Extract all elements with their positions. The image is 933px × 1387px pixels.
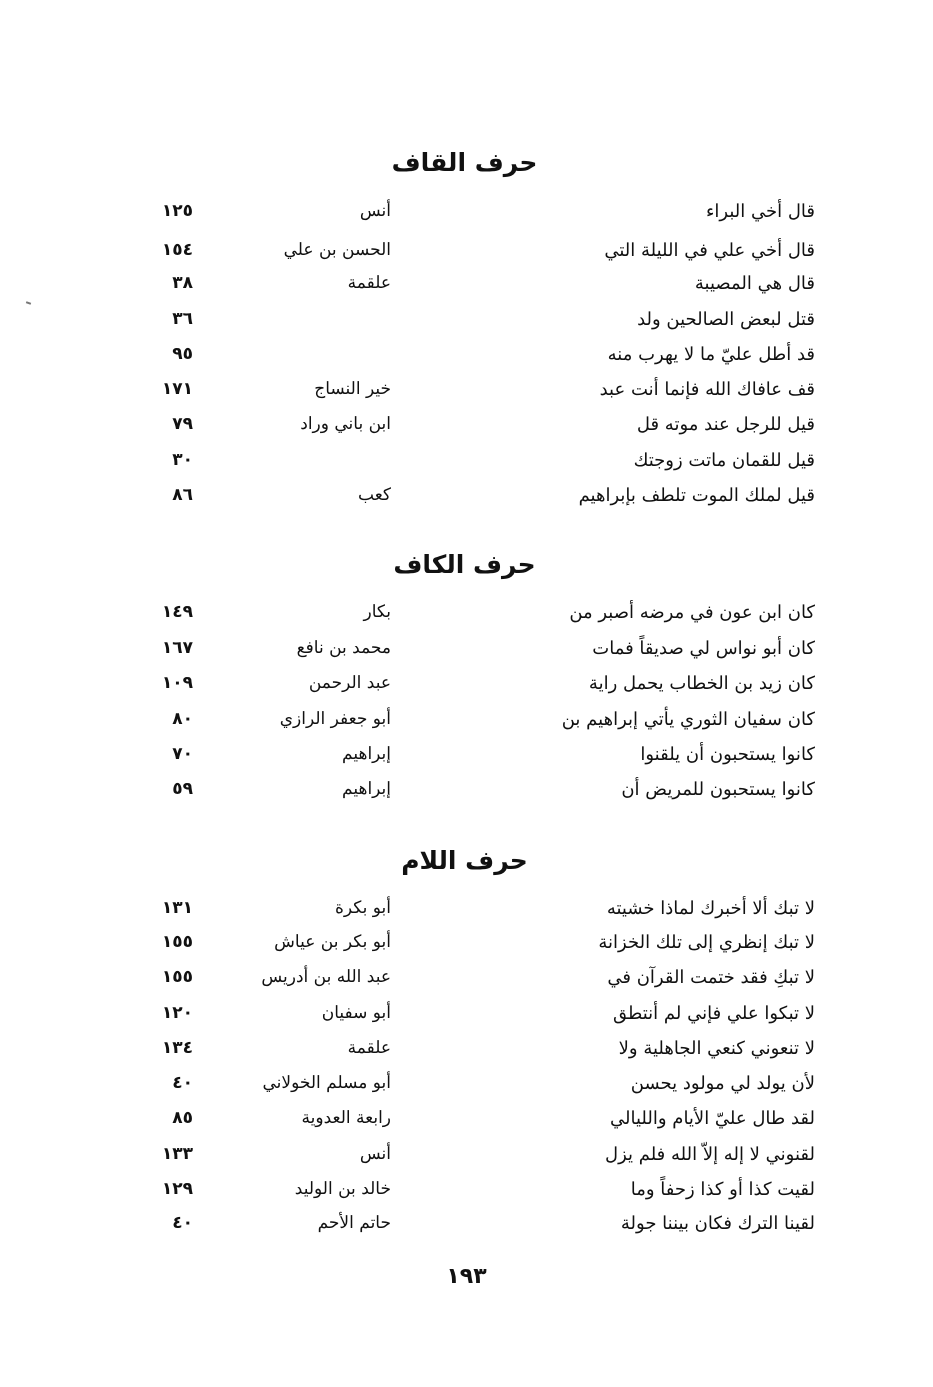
index-row <box>0 1066 933 1101</box>
index-row <box>0 996 933 1031</box>
narrator-name: أبو سفيان <box>321 1003 391 1023</box>
narrator-name: بكار <box>363 602 391 622</box>
index-row <box>0 337 933 372</box>
entry-text: كان زيد بن الخطاب يحمل راية <box>588 673 815 694</box>
entry-text: قال أخي علي في الليلة التي <box>604 240 815 261</box>
narrator-name: إبراهيم <box>342 779 391 799</box>
index-row <box>0 595 933 630</box>
page-number: ١٩٣ <box>446 1264 487 1289</box>
entry-text: لا تبك ألا أخبرك لماذا خشيته <box>606 898 815 919</box>
entry-text: كانوا يستحبون للمريض أن <box>621 779 815 800</box>
page-ref: ١٥٤ <box>161 240 193 260</box>
narrator-name: حاتم الأحم <box>317 1213 391 1233</box>
entry-text: لقينا الترك فكان بيننا جولة <box>620 1213 815 1234</box>
index-row <box>0 1031 933 1066</box>
page-ref: ١٠٩ <box>161 673 193 693</box>
narrator-name: ابن باني وراد <box>300 414 391 434</box>
page-ref: ١٥٥ <box>161 967 193 987</box>
narrator-name: أنس <box>359 1144 391 1164</box>
index-row <box>0 666 933 701</box>
page-ref: ٨٦ <box>172 485 193 505</box>
entry-text: كانوا يستحبون أن يلقنوا <box>640 744 815 765</box>
index-row <box>0 737 933 772</box>
index-row <box>0 891 933 926</box>
index-row <box>0 372 933 407</box>
narrator-name: رابعة العدوية <box>301 1108 391 1128</box>
page-ref: ١٢٠ <box>161 1003 193 1023</box>
index-row <box>0 443 933 478</box>
index-row <box>0 960 933 995</box>
page-ref: ٥٩ <box>172 779 193 799</box>
narrator-name: علقمة <box>347 1038 391 1058</box>
section-title-lam: حرف اللام <box>401 846 528 875</box>
entry-text: لا تبكِ فقد ختمت القرآن في <box>607 967 815 988</box>
page-ref: ١٢٥ <box>161 201 193 221</box>
page-ref: ١٧١ <box>161 379 193 399</box>
narrator-name: أبو بكر بن عياش <box>274 932 391 952</box>
narrator-name: إبراهيم <box>342 744 391 764</box>
entry-text: لأن يولد لي مولود يحسن <box>630 1073 815 1094</box>
index-row <box>0 1172 933 1207</box>
page-ref: ٧٩ <box>172 414 193 434</box>
index-row <box>0 407 933 442</box>
page-ref: ١٤٩ <box>161 602 193 622</box>
entry-text: لقد طال عليّ الأيام والليالي <box>610 1108 815 1129</box>
page-ref: ٧٠ <box>172 744 193 764</box>
page-ref: ٨٠ <box>172 709 193 729</box>
page-ref: ٣٠ <box>172 450 193 470</box>
narrator-name: خير النساج <box>314 379 391 399</box>
index-row <box>0 772 933 807</box>
entry-text: لقنوني لا إله إلاّ الله فلم يزل <box>605 1144 815 1165</box>
index-row <box>0 233 933 268</box>
entry-text: قيل لملك الموت تلطف بإبراهيم <box>578 485 815 506</box>
narrator-name: عبد الله بن أدريس <box>261 967 391 987</box>
index-row <box>0 194 933 229</box>
entry-text: قتل لبعض الصالحين ولد <box>637 309 815 330</box>
page-ref: ٨٥ <box>172 1108 193 1128</box>
index-row <box>0 302 933 337</box>
narrator-name: كعب <box>358 485 391 505</box>
page-ref: ١٥٥ <box>161 932 193 952</box>
entry-text: قف عافاك الله فإنما أنت عبد <box>599 379 815 400</box>
narrator-name: علقمة <box>347 273 391 293</box>
narrator-name: أنس <box>359 201 391 221</box>
page-ref: ١٣١ <box>161 898 193 918</box>
index-row <box>0 925 933 960</box>
page-ref: ٤٠ <box>172 1073 193 1093</box>
index-row <box>0 478 933 513</box>
narrator-name: خالد بن الوليد <box>294 1179 391 1199</box>
page-ref: ١٣٣ <box>161 1144 193 1164</box>
entry-text: كان أبو نواس لي صديقاً فمات <box>592 638 815 659</box>
entry-text: قال أخي البراء <box>705 201 815 222</box>
page-ref: ٣٦ <box>172 309 193 329</box>
narrator-name: الحسن بن علي <box>283 240 391 260</box>
index-row <box>0 631 933 666</box>
entry-text: قيل للرجل عند موته قل <box>636 414 815 435</box>
entry-text: قد أطل عليّ ما لا يهرب منه <box>607 344 815 365</box>
entry-text: لا تنعوني كنعي الجاهلية ولا <box>618 1038 815 1059</box>
page-ref: ١٦٧ <box>161 638 193 658</box>
page-ref: ٣٨ <box>172 273 193 293</box>
entry-text: لقيت كذا أو كذا زحفاً وما <box>630 1179 815 1200</box>
narrator-name: أبو مسلم الخولاني <box>262 1073 391 1093</box>
page-ref: ٤٠ <box>172 1213 193 1233</box>
narrator-name: عبد الرحمن <box>308 673 391 693</box>
entry-text: كان ابن عون في مرضه أصبر من <box>569 602 815 623</box>
narrator-name: أبو جعفر الرازي <box>279 709 391 729</box>
narrator-name: محمد بن نافع <box>296 638 391 658</box>
entry-text: لا تبكوا علي فإني لم أنتطق <box>612 1003 815 1024</box>
index-row <box>0 1137 933 1172</box>
page-ref: ١٢٩ <box>161 1179 193 1199</box>
entry-text: كان سفيان الثوري يأتي إبراهيم بن <box>561 709 815 730</box>
index-row <box>0 1101 933 1136</box>
section-title-qaf: حرف القاف <box>391 148 538 177</box>
narrator-name: أبو بكرة <box>334 898 391 918</box>
page-ref: ٩٥ <box>172 344 193 364</box>
page-ref: ١٣٤ <box>161 1038 193 1058</box>
section-title-kaf: حرف الكاف <box>393 550 536 579</box>
index-row <box>0 702 933 737</box>
entry-text: لا تبك إنظري إلى تلك الخزانة <box>598 932 815 953</box>
index-row <box>0 1206 933 1241</box>
entry-text: قال هي المصيبة <box>694 273 815 294</box>
index-row <box>0 266 933 301</box>
entry-text: قيل للقمان ماتت زوجتك <box>633 450 815 471</box>
